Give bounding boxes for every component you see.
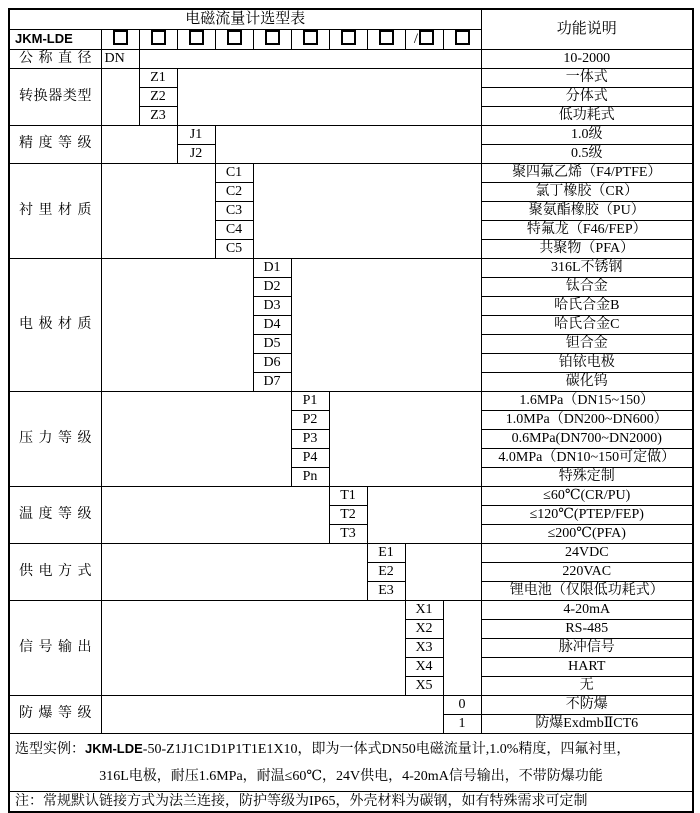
option-desc-cell: 哈氏合金C	[481, 315, 693, 334]
checkbox-icon	[455, 30, 470, 45]
option-desc-cell: 不防爆	[481, 695, 693, 714]
model-digit-cell-3[interactable]	[177, 29, 215, 49]
option-code-cell: 1	[443, 714, 481, 733]
example-code-text: -50-Z1J1C1D1P1T1E1X10，即为一体式DN50电磁流量计,1.0%精度，四氟衬里，	[142, 741, 631, 757]
model-label: JKM-LDE	[9, 29, 101, 49]
option-desc-cell: 氯丁橡胶（CR）	[481, 182, 693, 201]
option-desc-cell: 钽合金	[481, 334, 693, 353]
option-code-cell: C5	[215, 239, 253, 258]
checkbox-icon	[151, 30, 166, 45]
selection-table	[8, 8, 694, 813]
checkbox-icon	[113, 30, 128, 45]
section-label: 压力等级	[9, 391, 101, 486]
example-line-2: 316L电极，耐压1.6MPa，耐温≤60℃，24V供电，4-20mA信号输出，不带防爆功能	[99, 768, 603, 784]
option-desc-cell: 0.5级	[481, 144, 693, 163]
option-desc-cell: ≤120℃(PTEP/FEP)	[481, 505, 693, 524]
option-code-cell: D3	[253, 296, 291, 315]
option-desc-cell: 220VAC	[481, 562, 693, 581]
option-desc-cell: 1.0MPa（DN200~DN600）	[481, 410, 693, 429]
spacer-cell	[139, 49, 481, 68]
example-cell	[9, 733, 693, 791]
spacer-cell	[101, 486, 329, 543]
example-prefix: 选型实例：	[15, 741, 85, 757]
diameter-row	[9, 49, 693, 68]
option-code-cell: D1	[253, 258, 291, 277]
model-digit-cell-7[interactable]	[329, 29, 367, 49]
option-desc-cell: 1.6MPa（DN15~150）	[481, 391, 693, 410]
option-code-cell: P1	[291, 391, 329, 410]
model-digit-cell-5[interactable]	[253, 29, 291, 49]
spacer-cell	[405, 543, 481, 600]
option-desc-cell: 防爆ExdmbⅡCT6	[481, 714, 693, 733]
spacer-cell	[101, 391, 291, 486]
spacer-cell	[253, 163, 481, 258]
option-code-cell: X3	[405, 638, 443, 657]
option-code-cell: E1	[367, 543, 405, 562]
spacer-cell	[101, 163, 215, 258]
spacer-cell	[101, 543, 367, 600]
option-desc-cell: 4.0MPa（DN10~150可定做）	[481, 448, 693, 467]
option-code-cell: Z2	[139, 87, 177, 106]
option-code-cell: T3	[329, 524, 367, 543]
option-desc-cell: 低功耗式	[481, 106, 693, 125]
model-digit-cell-1[interactable]	[101, 29, 139, 49]
option-code-cell: C3	[215, 201, 253, 220]
option-code-cell: D6	[253, 353, 291, 372]
option-code-cell: X2	[405, 619, 443, 638]
option-desc-cell: ≤60℃(CR/PU)	[481, 486, 693, 505]
sections-body	[9, 68, 693, 733]
section-label: 防爆等级	[9, 695, 101, 733]
option-code-cell: T1	[329, 486, 367, 505]
option-desc-cell: 0.6MPa(DN700~DN2000)	[481, 429, 693, 448]
option-code-cell: X4	[405, 657, 443, 676]
option-code-cell: Pn	[291, 467, 329, 486]
option-row	[9, 695, 693, 714]
option-code-cell: J1	[177, 125, 215, 144]
title-row	[9, 9, 693, 29]
option-desc-cell: HART	[481, 657, 693, 676]
option-desc-cell: 共聚物（PFA）	[481, 239, 693, 258]
option-desc-cell: 聚氨酯橡胶（PU）	[481, 201, 693, 220]
model-digit-cell-4[interactable]	[215, 29, 253, 49]
option-code-cell: C2	[215, 182, 253, 201]
checkbox-icon	[303, 30, 318, 45]
model-digit-cell-8[interactable]	[367, 29, 405, 49]
spacer-cell	[101, 68, 139, 125]
checkbox-icon	[265, 30, 280, 45]
option-desc-cell: 1.0级	[481, 125, 693, 144]
option-code-cell: Z1	[139, 68, 177, 87]
note-row	[9, 791, 693, 812]
option-desc-cell: 特殊定制	[481, 467, 693, 486]
spacer-cell	[215, 125, 481, 163]
option-code-cell: E2	[367, 562, 405, 581]
option-row	[9, 543, 693, 562]
example-line-1	[15, 735, 687, 763]
note-text: 注：常规默认链接方式为法兰连接，防护等级为IP65，外壳材料为碳钢，如有特殊需求可定制	[9, 791, 693, 812]
option-code-cell: P3	[291, 429, 329, 448]
section-label: 电极材质	[9, 258, 101, 391]
table-footer	[9, 733, 693, 812]
model-digit-cell-10[interactable]	[443, 29, 481, 49]
option-desc-cell: 一体式	[481, 68, 693, 87]
slash-separator: /	[413, 30, 419, 47]
section-label: 温度等级	[9, 486, 101, 543]
option-desc-cell: 脉冲信号	[481, 638, 693, 657]
option-row	[9, 125, 693, 144]
option-desc-cell: 钛合金	[481, 277, 693, 296]
option-desc-cell: RS-485	[481, 619, 693, 638]
option-code-cell: X1	[405, 600, 443, 619]
spacer-cell	[101, 695, 443, 733]
spacer-cell	[177, 68, 481, 125]
spacer-cell	[101, 258, 253, 391]
option-code-cell: P2	[291, 410, 329, 429]
option-code-cell: E3	[367, 581, 405, 600]
option-row	[9, 258, 693, 277]
example-model: JKM-LDE	[85, 740, 143, 756]
option-desc-cell: 分体式	[481, 87, 693, 106]
spacer-cell	[443, 600, 481, 695]
model-digit-cell-2[interactable]	[139, 29, 177, 49]
diameter-code: DN	[101, 49, 139, 68]
diameter-desc: 10-2000	[481, 49, 693, 68]
option-code-cell: P4	[291, 448, 329, 467]
function-desc-header: 功能说明	[481, 9, 693, 49]
option-desc-cell: 聚四氟乙烯（F4/PTFE）	[481, 163, 693, 182]
option-desc-cell: ≤200℃(PFA)	[481, 524, 693, 543]
option-desc-cell: 24VDC	[481, 543, 693, 562]
option-desc-cell: 哈氏合金B	[481, 296, 693, 315]
model-digit-cell-6[interactable]	[291, 29, 329, 49]
spacer-cell	[291, 258, 481, 391]
option-desc-cell: 316L不锈钢	[481, 258, 693, 277]
section-label: 信号输出	[9, 600, 101, 695]
option-code-cell: D5	[253, 334, 291, 353]
option-desc-cell: 4-20mA	[481, 600, 693, 619]
checkbox-icon	[379, 30, 394, 45]
option-code-cell: D2	[253, 277, 291, 296]
option-row	[9, 391, 693, 410]
option-row	[9, 68, 693, 87]
option-row	[9, 163, 693, 182]
option-desc-cell: 无	[481, 676, 693, 695]
option-code-cell: Z3	[139, 106, 177, 125]
option-desc-cell: 碳化钨	[481, 372, 693, 391]
option-code-cell: X5	[405, 676, 443, 695]
option-desc-cell: 铂铱电极	[481, 353, 693, 372]
option-desc-cell: 特氟龙（F46/FEP）	[481, 220, 693, 239]
page-title: 电磁流量计选型表	[9, 9, 481, 29]
checkbox-icon	[227, 30, 242, 45]
option-code-cell: J2	[177, 144, 215, 163]
spacer-cell	[101, 600, 405, 695]
spacer-cell	[329, 391, 481, 486]
option-code-cell: T2	[329, 505, 367, 524]
model-digit-cell-9[interactable]	[405, 29, 443, 49]
section-label: 衬里材质	[9, 163, 101, 258]
section-label: 供电方式	[9, 543, 101, 600]
option-row	[9, 600, 693, 619]
section-label: 转换器类型	[9, 68, 101, 125]
option-code-cell: 0	[443, 695, 481, 714]
diameter-label: 公称直径	[9, 49, 101, 68]
table-top	[9, 9, 693, 68]
example-row	[9, 733, 693, 791]
section-label: 精度等级	[9, 125, 101, 163]
option-code-cell: C4	[215, 220, 253, 239]
option-code-cell: D7	[253, 372, 291, 391]
spacer-cell	[367, 486, 481, 543]
spacer-cell	[101, 125, 177, 163]
checkbox-icon	[189, 30, 204, 45]
option-desc-cell: 锂电池（仅限低功耗式）	[481, 581, 693, 600]
option-code-cell: C1	[215, 163, 253, 182]
checkbox-icon	[341, 30, 356, 45]
option-code-cell: D4	[253, 315, 291, 334]
checkbox-icon	[419, 30, 434, 45]
option-row	[9, 486, 693, 505]
